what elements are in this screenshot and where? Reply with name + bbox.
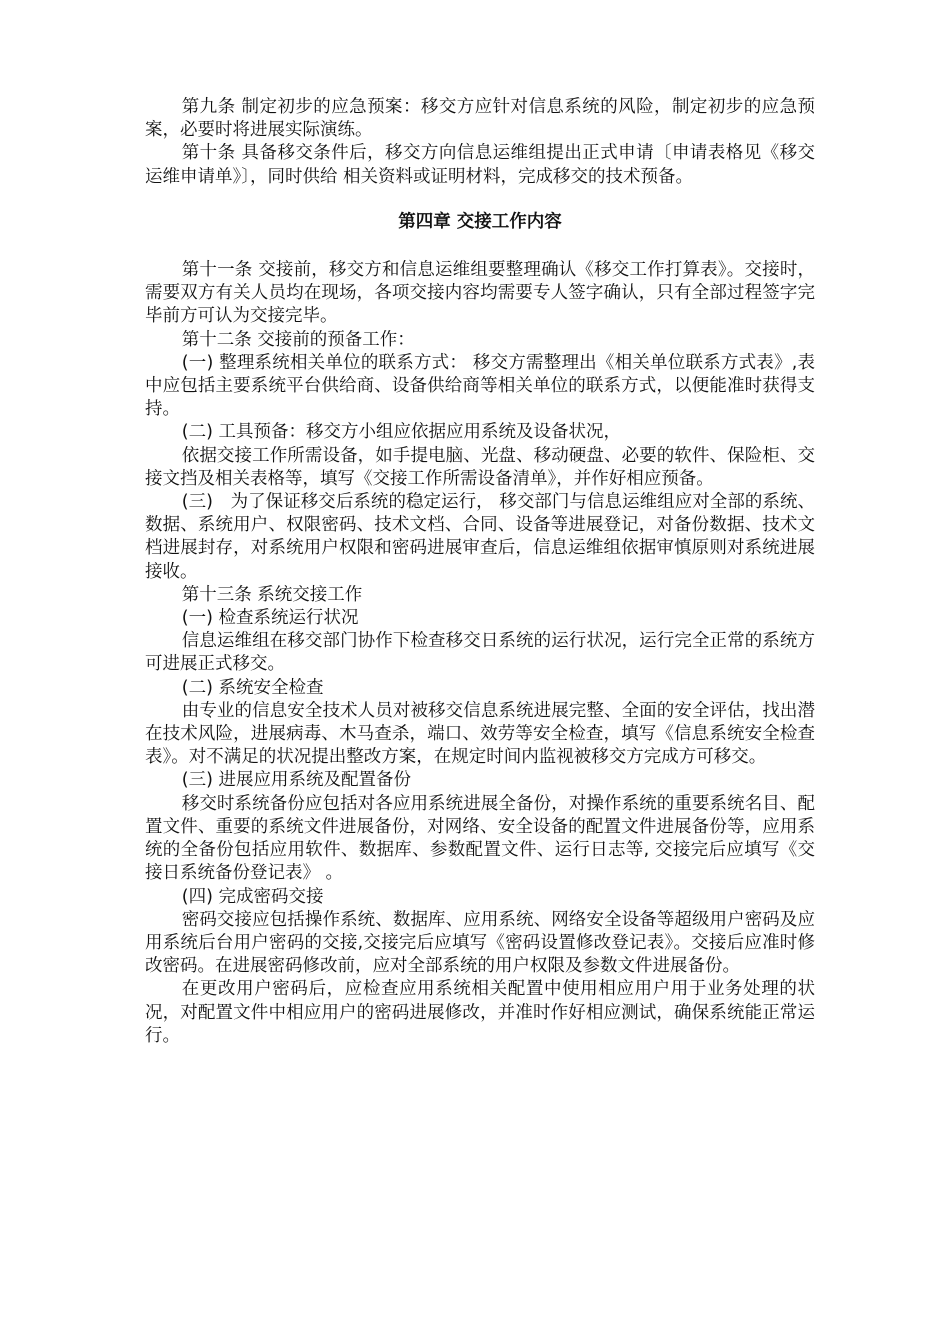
article-13-item-4-followup: 在更改用户密码后，应检查应用系统相关配置中使用相应用户用于业务处理的状况，对配置文件中相应用户的密码进展修改，并准时作好相应测试，确保系统能正常运行。 [145, 979, 815, 1046]
document-page [145, 96, 815, 1048]
article-12-item-2: (二) 工具预备：移交方小组应依据应用系统及设备状况， [181, 422, 621, 443]
article-12-heading: 第十二条 交接前的预备工作： [181, 329, 415, 350]
article-12-item-1: (一) 整理系统相关单位的联系方式： 移交方需整理出《相关单位联系方式表》,表中应包括主要系统平台供给商、设备供给商等相关单位的联系方式，以便能准时获得支持。 [145, 352, 815, 420]
article-9-paragraph: 第九条 制定初步的应急预案：移交方应针对信息系统的风险，制定初步的应急预案，必要时将进展实际演练。 [145, 97, 815, 141]
article-13-heading: 第十三条 系统交接工作 [181, 584, 363, 605]
article-12-item-3: (三) 为了保证移交后系统的稳定运行， 移交部门与信息运维组应对全部的系统、数据、系统用户、权限密码、技术文档、合同、设备等进展登记，对备份数据、技术文档进展封存，对系统用户权限和密码进展审查后，信息运维组依据审慎原则对系统进展接收。 [145, 492, 815, 582]
article-13-item-3-body: 移交时系统备份应包括对各应用系统进展全备份，对操作系统的重要系统名目、配置文件、重要的系统文件进展备份，对网络、安全设备的配置文件进展备份等，应用系统的全备份包括应用软件、数据库、参数配置文件、运行日志等, 交接完后应填写《交接日系统备份登记表》 。 [145, 793, 815, 884]
article-13-item-1-body: 信息运维组在移交部门协作下检查移交日系统的运行状况，运行完全正常的系统方可进展正式移交。 [145, 631, 815, 675]
article-13-item-4-title: (四) 完成密码交接 [181, 886, 324, 907]
article-11-paragraph: 第十一条 交接前，移交方和信息运维组要整理确认《移交工作打算表》。交接时，需要双方有关人员均在现场，各项交接内容均需要专人签字确认，只有全部过程签字完毕前方可认为交接完毕。 [145, 260, 815, 327]
article-10-paragraph: 第十条 具备移交条件后，移交方向信息运维组提出正式申请〔申请表格见《移交运维申请单》〕，同时供给 相关资料或证明材料，完成移交的技术预备。 [145, 143, 815, 187]
chapter-title: 第四章 交接工作内容 [398, 211, 562, 232]
article-13-item-2-title: (二) 系统安全检查 [181, 677, 324, 698]
article-13-item-4-body: 密码交接应包括操作系统、数据库、应用系统、网络安全设备等超级用户密码及应用系统后台用户密码的交接,交接完后应填写《密码设置修改登记表》。交接后应准时修改密码。在进展密码修改前，应对全部系统的用户权限及参数文件进展备份。 [145, 909, 815, 977]
article-13-item-1-title: (一) 检查系统运行状况 [181, 608, 359, 629]
article-12-item-2-detail: 依据交接工作所需设备，如手提电脑、光盘、移动硬盘、必要的软件、保险柜、交接文挡及相关表格等，填写《交接工作所需设备清单》，并作好相应预备。 [145, 445, 815, 489]
article-13-item-3-title: (三) 进展应用系统及配置备份 [181, 770, 411, 791]
article-13-item-2-body: 由专业的信息安全技术人员对被移交信息系统进展完整、全面的安全评估，找出潜在技术风险，进展病毒、木马查杀，端口、效劳等安全检查，填写《信息系统安全检查表》。对不满足的状况提出整改方案，在规定时间内监视被移交方完成方可移交。 [145, 700, 815, 768]
